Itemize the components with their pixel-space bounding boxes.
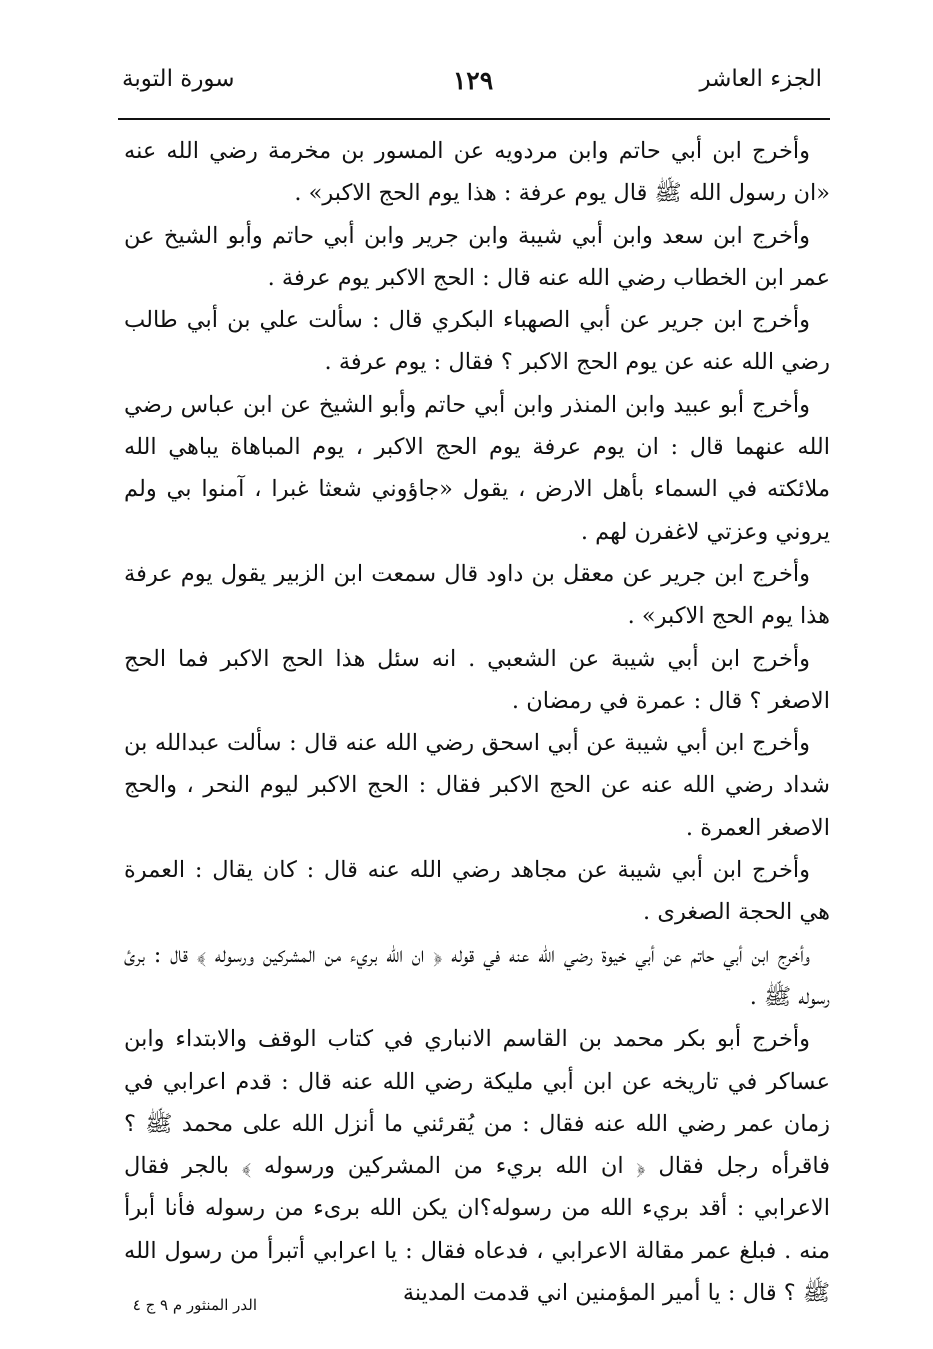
page-number: ١٢٩ bbox=[452, 66, 494, 95]
footer-signature: الدر المنثور م ٩ ج ٤ bbox=[132, 1296, 257, 1314]
paragraph-text: وأخرج ابن جرير عن أبي الصهباء البكري قال : سألت علي بن أبي طالب رضي الله عنه عن يوم الحج الاكبر ؟ فقال : يوم عرفة . bbox=[124, 307, 830, 376]
paragraph-text: وأخرج ابن أبي حاتم وابن مردويه عن المسور بن مخرمة رضي الله عنه «ان رسول الله ﷺ قال يوم عرفة : هذا يوم الحج الاكبر» . bbox=[124, 138, 830, 207]
paragraph bbox=[124, 1018, 830, 1314]
paragraph-text: وأخرج ابن أبي شيبة عن الشعبي . انه سئل هذا الحج الاكبر فما الحج الاصغر ؟ قال : عمرة في رمضان . bbox=[124, 645, 830, 714]
paragraph-text: وأخرج أبو عبيد وابن المنذر وابن أبي حاتم وأبو الشيخ عن ابن عباس رضي الله عنهما قال : ان يوم عرفة يوم الحج الاكبر ، يوم المباهاة يباهي الله ملائكته في السماء بأهل الارض ، يقول «جاؤوني شعثا غبرا ، آمنوا بي ولم يروني وعزتي لاغفرن لهم . bbox=[124, 391, 830, 545]
paragraph-text: وأخرج ابن أبي شيبة عن مجاهد رضي الله عنه قال : كان يقال : العمرة هي الحجة الصغرى . bbox=[124, 857, 830, 926]
paragraph-text: وأخرج ابن أبي شيبة عن أبي اسحق رضي الله عنه قال : سألت عبدالله بن شداد رضي الله عنه عن الحج الاكبر فقال : الحج الاكبر ليوم النحر ، والحج الاصغر العمرة . bbox=[124, 730, 830, 841]
paragraph bbox=[124, 638, 830, 723]
paragraph bbox=[124, 934, 830, 1019]
volume-label: الجزء العاشر bbox=[699, 66, 822, 92]
page-header bbox=[118, 66, 828, 110]
paragraph bbox=[124, 849, 830, 934]
paragraph bbox=[124, 553, 830, 638]
paragraph bbox=[124, 722, 830, 849]
paragraph bbox=[124, 215, 830, 300]
paragraph bbox=[124, 130, 830, 215]
surah-label: سورة التوبة bbox=[122, 66, 235, 92]
paragraph-text: وأخرج ابن أبي حاتم عن أبي خيوة رضي الله عنه في قوله ﴿ ان الله بريء من المشركين ورسوله ﴾ قال : برئ رسوله ﷺ . bbox=[124, 941, 830, 1010]
paragraph bbox=[124, 299, 830, 384]
paragraph-text: وأخرج أبو بكر محمد بن القاسم الانباري في كتاب الوقف والابتداء وابن عساكر في تاريخه عن ابن أبي مليكة رضي الله عنه قال : قدم اعرابي في زمان عمر رضي الله عنه فقال : من يُقرئني ما أنزل الله على محمد ﷺ ؟ فاقرأه رجل فقال ﴿ ان الله بريء من المشركين ورسوله ﴾ بالجر فقال الاعرابي : أقد بريء الله من رسوله؟ان يكن الله برىء من رسوله فأنا أبرأ منه . فبلغ عمر مقالة الاعرابي ، فدعاه فقال : يا اعرابي أتبرأ من رسول الله ﷺ ؟ قال : يا أمير المؤمنين اني قدمت المدينة bbox=[124, 1026, 830, 1307]
paragraph-text: وأخرج ابن جرير عن معقل بن داود قال سمعت ابن الزبير يقول يوم عرفة هذا يوم الحج الاكبر» . bbox=[124, 560, 830, 630]
header-rule bbox=[118, 118, 830, 120]
paragraph-text: وأخرج ابن سعد وابن أبي شيبة وابن جرير وابن أبي حاتم وأبو الشيخ عن عمر ابن الخطاب رضي الله عنه قال : الحج الاكبر يوم عرفة . bbox=[124, 222, 830, 291]
paragraph bbox=[124, 384, 830, 553]
